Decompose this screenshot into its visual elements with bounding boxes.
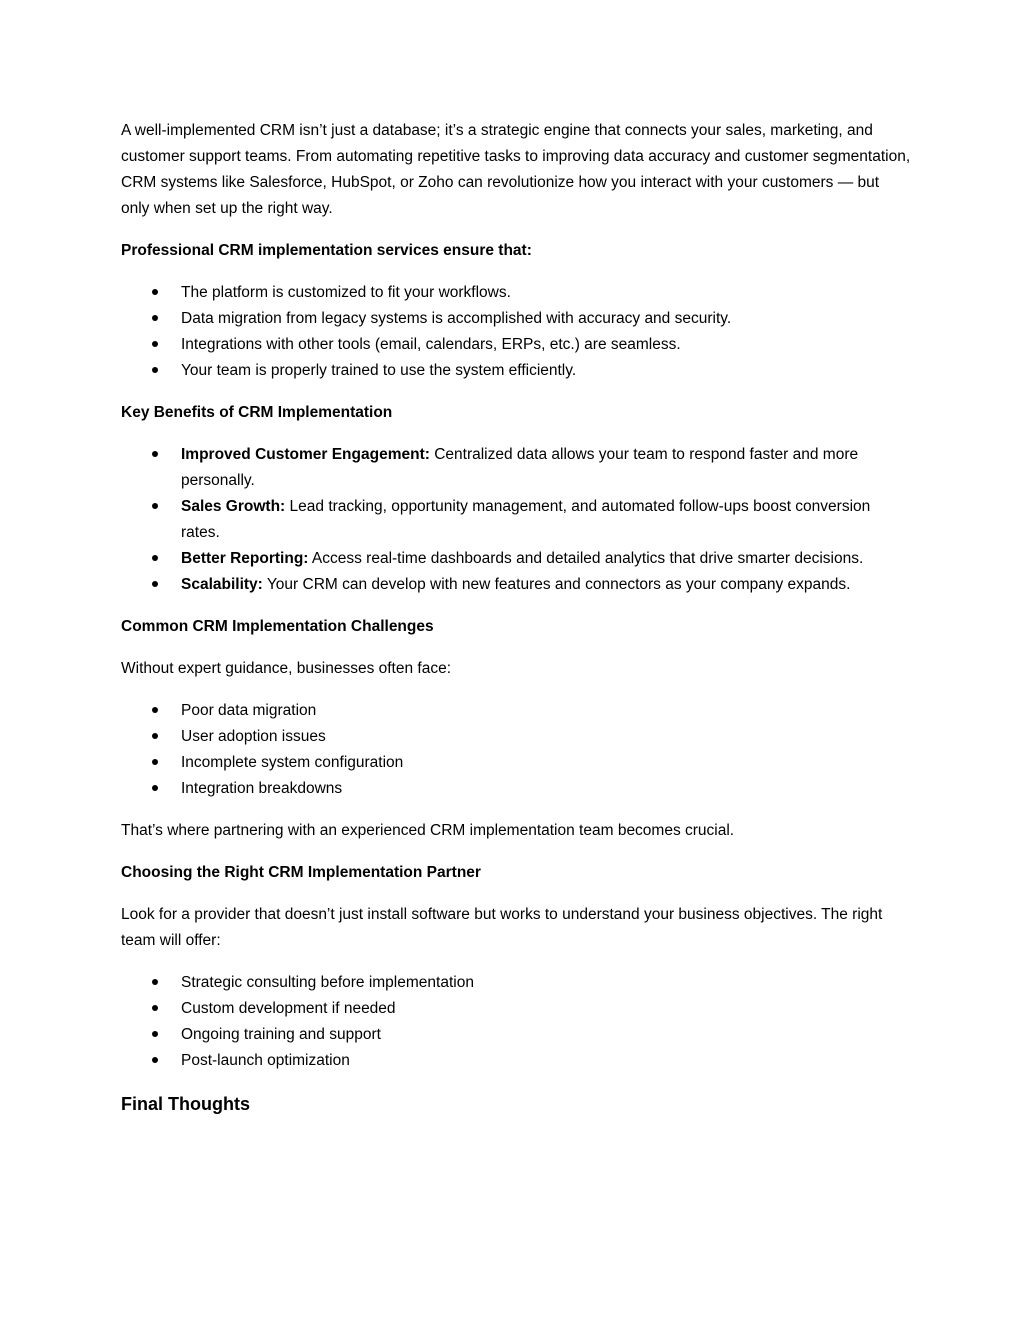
benefit-title: Sales Growth: bbox=[181, 498, 286, 515]
challenges-intro: Without expert guidance, businesses often face: bbox=[121, 660, 452, 677]
benefits-list bbox=[121, 442, 911, 598]
partner-intro: Look for a provider that doesn’t just install software but works to understand your business objectives. The right team will offer: bbox=[121, 906, 883, 949]
document-page bbox=[121, 118, 911, 1118]
bullet-icon bbox=[150, 546, 160, 572]
list-item bbox=[121, 332, 911, 358]
list-item bbox=[121, 442, 911, 494]
benefit-text: Your CRM can develop with new features and connectors as your company expands. bbox=[262, 576, 851, 593]
partner-heading: Choosing the Right CRM Implementation Partner bbox=[121, 864, 481, 881]
bullet-icon bbox=[150, 724, 160, 750]
challenges-outro: That’s where partnering with an experienced CRM implementation team becomes crucial. bbox=[121, 822, 735, 839]
bullet-icon bbox=[150, 698, 160, 724]
list-item-text: Integration breakdowns bbox=[181, 780, 343, 797]
bullet-icon bbox=[150, 970, 160, 996]
bullet-icon bbox=[150, 1048, 160, 1074]
intro-paragraph: A well-implemented CRM isn’t just a database; it’s a strategic engine that connects your sales, marketing, and customer support teams. From automating repetitive tasks to improving data accuracy and customer segmentation, CRM systems like Salesforce, HubSpot, or Zoho can revolutionize how you interact with your customers — but only when set up the right way. bbox=[121, 122, 911, 217]
bullet-icon bbox=[150, 442, 160, 468]
list-item bbox=[121, 776, 911, 802]
list-item-text: Integrations with other tools (email, calendars, ERPs, etc.) are seamless. bbox=[181, 336, 681, 353]
bullet-icon bbox=[150, 572, 160, 598]
list-item bbox=[121, 572, 911, 598]
bullet-icon bbox=[150, 306, 160, 332]
list-item bbox=[121, 280, 911, 306]
bullet-icon bbox=[150, 280, 160, 306]
list-item bbox=[121, 1022, 911, 1048]
list-item-text: The platform is customized to fit your workflows. bbox=[181, 284, 511, 301]
list-item bbox=[121, 358, 911, 384]
list-item-text: User adoption issues bbox=[181, 728, 326, 745]
services-heading: Professional CRM implementation services ensure that: bbox=[121, 242, 532, 259]
benefit-text: Lead tracking, opportunity management, and automated follow-ups boost conversion rates. bbox=[181, 498, 871, 541]
benefit-title: Scalability: bbox=[181, 576, 263, 593]
bullet-icon bbox=[150, 358, 160, 384]
final-thoughts-heading: Final Thoughts bbox=[121, 1094, 250, 1114]
bullet-icon bbox=[150, 750, 160, 776]
services-list bbox=[121, 280, 911, 384]
bullet-icon bbox=[150, 996, 160, 1022]
list-item-text: Strategic consulting before implementation bbox=[181, 974, 474, 991]
list-item bbox=[121, 750, 911, 776]
list-item bbox=[121, 970, 911, 996]
benefit-text: Centralized data allows your team to respond faster and more personally. bbox=[181, 446, 859, 489]
list-item-text: Data migration from legacy systems is accomplished with accuracy and security. bbox=[181, 310, 732, 327]
list-item bbox=[121, 306, 911, 332]
list-item-text: Custom development if needed bbox=[181, 1000, 396, 1017]
list-item-text: Ongoing training and support bbox=[181, 1026, 381, 1043]
bullet-icon bbox=[150, 332, 160, 358]
list-item bbox=[121, 698, 911, 724]
bullet-icon bbox=[150, 494, 160, 520]
partner-list bbox=[121, 970, 911, 1074]
benefits-heading: Key Benefits of CRM Implementation bbox=[121, 404, 393, 421]
bullet-icon bbox=[150, 776, 160, 802]
benefit-title: Improved Customer Engagement: bbox=[181, 446, 430, 463]
list-item bbox=[121, 996, 911, 1022]
list-item bbox=[121, 1048, 911, 1074]
benefit-title: Better Reporting: bbox=[181, 550, 309, 567]
list-item-text: Poor data migration bbox=[181, 702, 317, 719]
benefit-text: Access real-time dashboards and detailed analytics that drive smarter decisions. bbox=[308, 550, 864, 567]
list-item bbox=[121, 724, 911, 750]
list-item bbox=[121, 546, 911, 572]
list-item-text: Incomplete system configuration bbox=[181, 754, 404, 771]
challenges-heading: Common CRM Implementation Challenges bbox=[121, 618, 434, 635]
list-item-text: Post-launch optimization bbox=[181, 1052, 350, 1069]
challenges-list bbox=[121, 698, 911, 802]
list-item-text: Your team is properly trained to use the system efficiently. bbox=[181, 362, 577, 379]
bullet-icon bbox=[150, 1022, 160, 1048]
list-item bbox=[121, 494, 911, 546]
